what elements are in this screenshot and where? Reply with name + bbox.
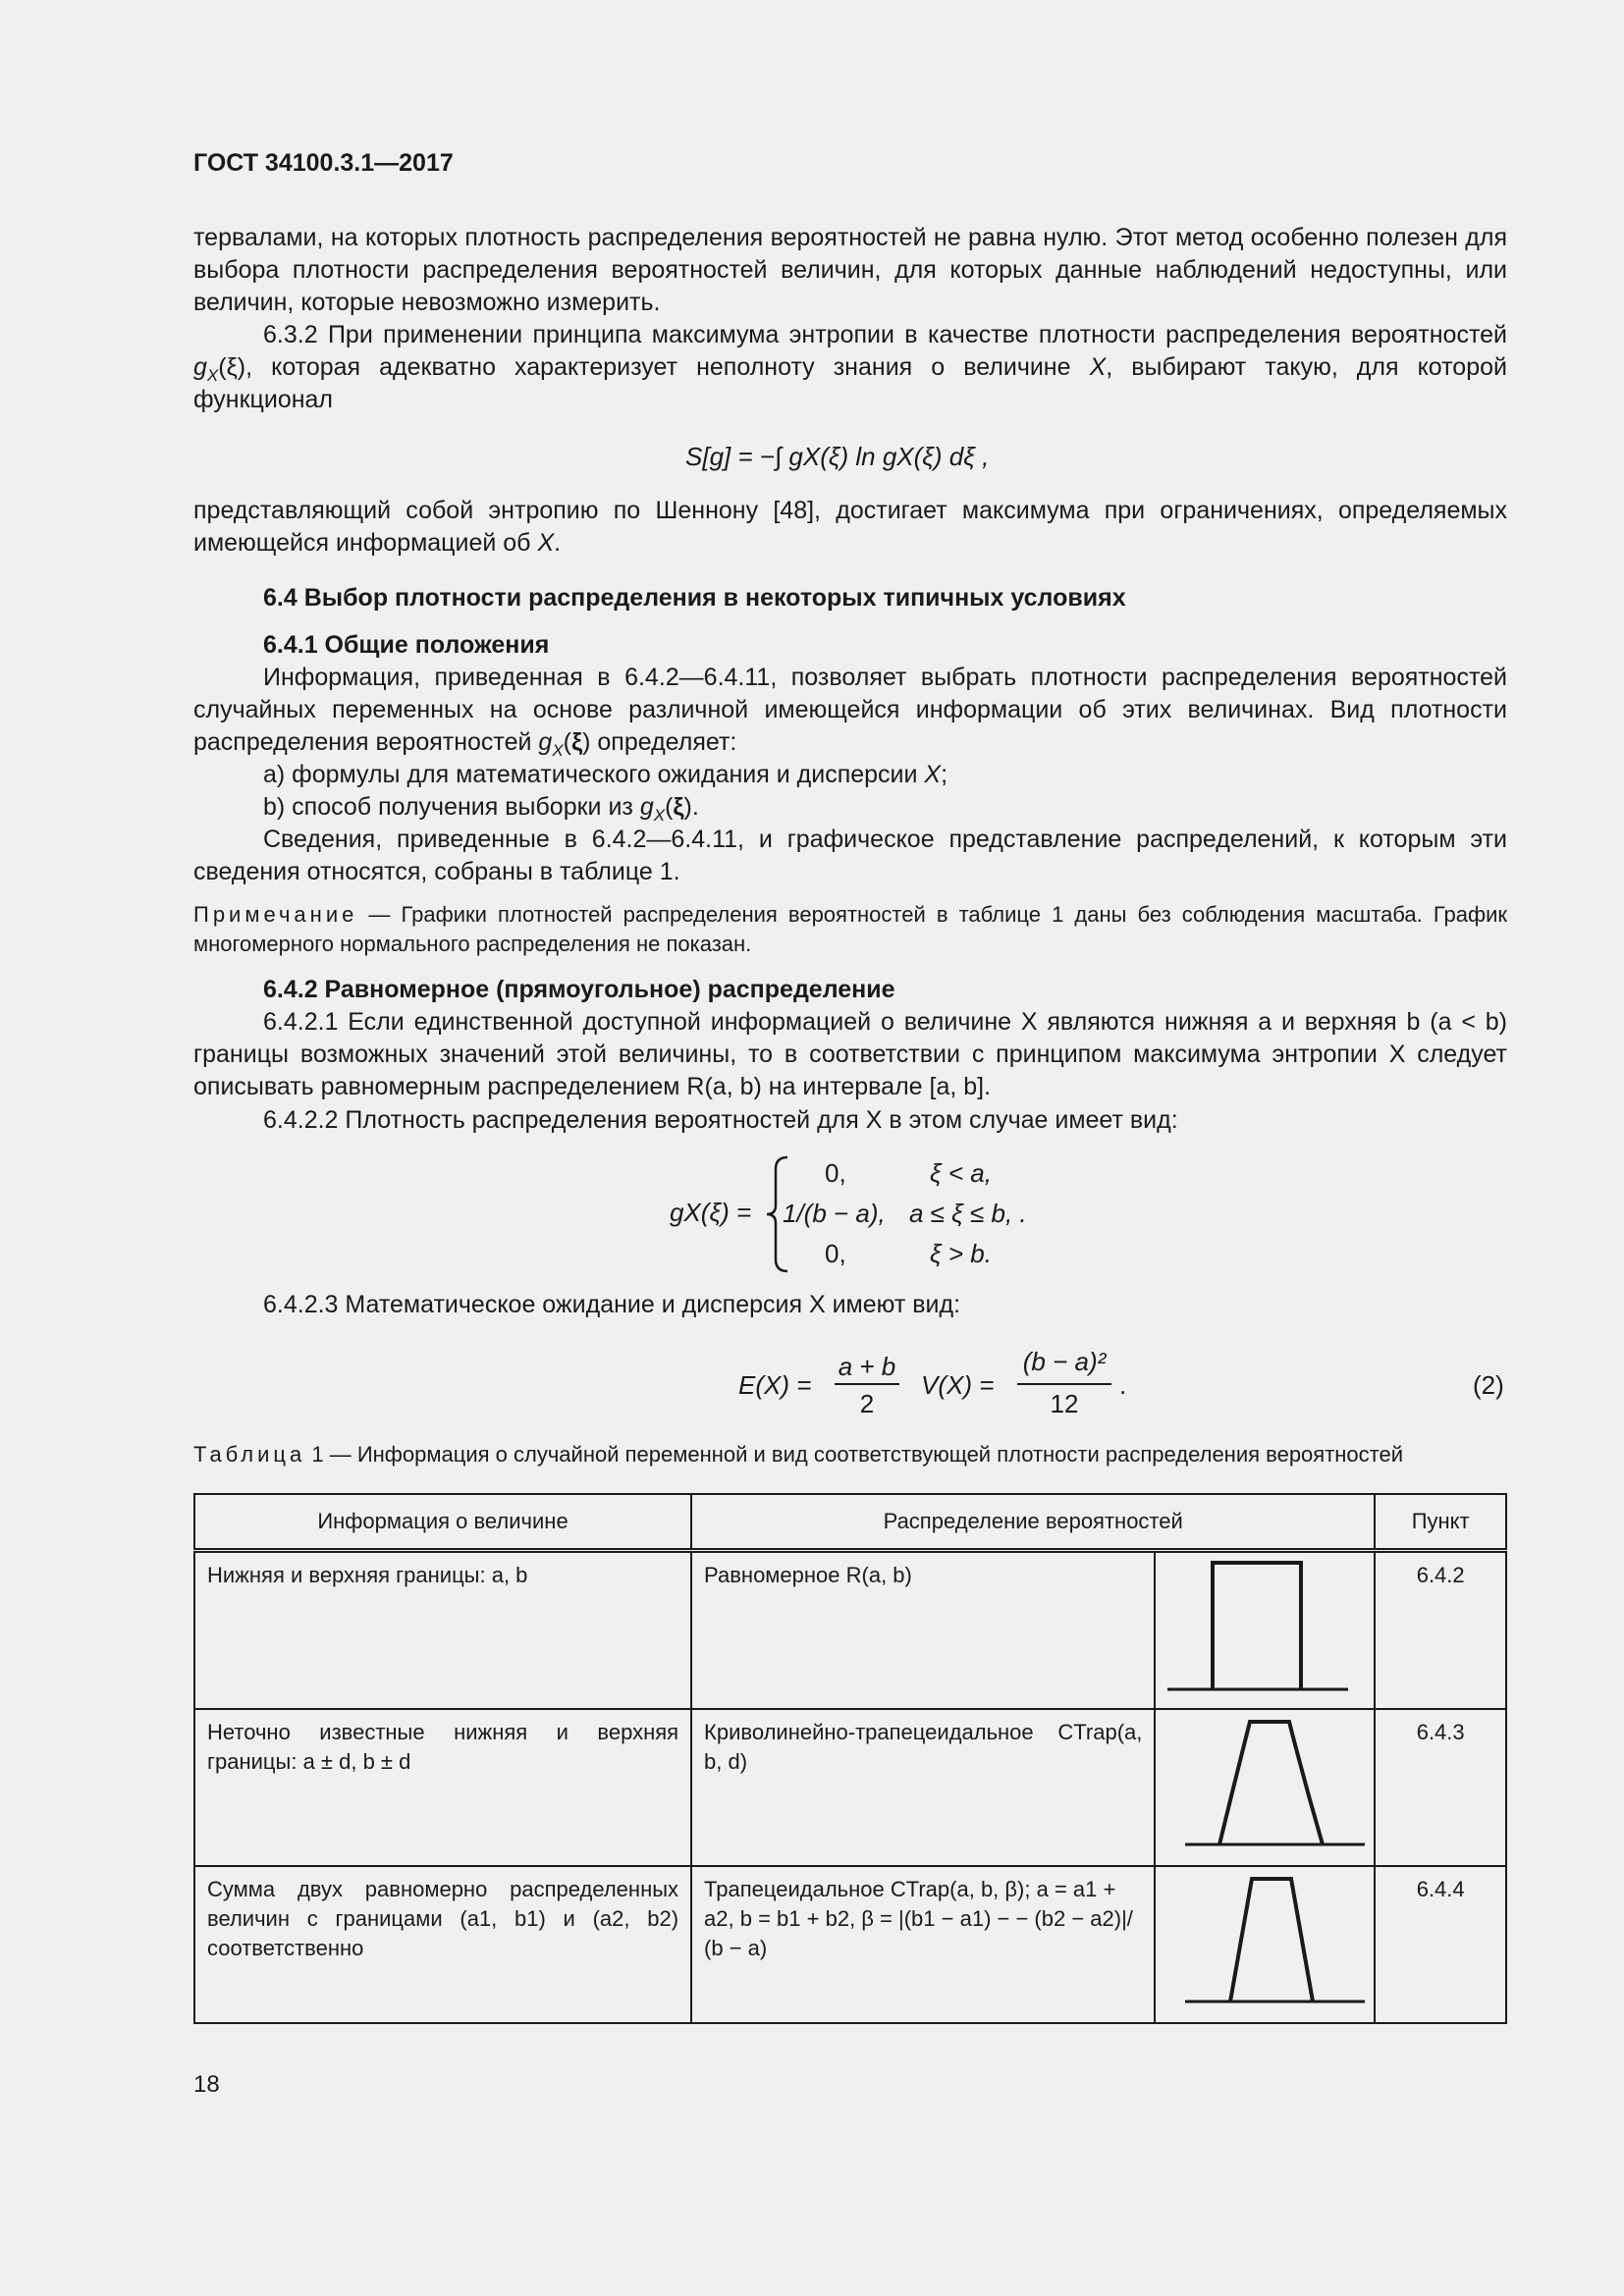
list-item-a-text: a) формулы для математического ожидания и дисперсии (263, 761, 925, 788)
heading-6-4-1: 6.4.1 Общие положения (263, 631, 550, 659)
symbol-x: X (537, 529, 555, 557)
symbol-g: g (639, 793, 654, 821)
formula-variance-denominator: 12 (1050, 1389, 1079, 1418)
page-number: 18 (193, 2071, 220, 2098)
paragraph-svedeniya: Сведения, приведенные в 6.4.2—6.4.11, и графическое представление распределений, к которым эти сведения относятся, собраны в таблице 1. (193, 826, 1507, 885)
symbol-x: X (924, 761, 942, 788)
cell-punkt: 6.4.3 (1375, 1709, 1506, 1866)
list-item-b-text: b) способ получения выборки из (263, 793, 640, 821)
symbol-xi-paren: (ξ) (218, 353, 246, 381)
table-caption (193, 1440, 1507, 1469)
symbol-x-sub: X (552, 741, 564, 760)
paragraph-continuation: тервалами, на которых плотность распределения вероятностей не равна нулю. Этот метод особенно полезен для выбора плотности распределения вероятностей величин, для которых данные наблюдений недоступны, или величин, которые невозможно измерить. (193, 224, 1507, 316)
cell-distribution: Криволинейно-трапецеидальное CTrap(a, b, d) (691, 1709, 1155, 1866)
paragraph-6-3-2-text-c: , выбирают такую, для которой функционал (193, 353, 1507, 413)
symbol-x: X (1089, 353, 1107, 381)
header-info: Информация о величине (194, 1494, 691, 1551)
piecewise-row-2-value: 1/(b − a), (783, 1199, 886, 1228)
paragraph-6-4-1-text-b: определяет: (590, 728, 737, 756)
cell-punkt: 6.4.4 (1375, 1866, 1506, 2023)
table-row (194, 1551, 1506, 1710)
symbol-xi: ξ (673, 793, 684, 821)
paragraph-6-3-2-text-a: 6.3.2 При применении принципа максимума энтропии в качестве плотности распределения вероятностей (263, 321, 1507, 348)
piecewise-row-3-cond: ξ > b. (930, 1239, 992, 1268)
curvilinear-trapezoid-graph (1156, 1710, 1372, 1857)
symbol-x-sub: X (653, 806, 666, 825)
paragraph-6-4-2-2: 6.4.2.2 Плотность распределения вероятностей для X в этом случае имеет вид: (263, 1106, 1178, 1134)
note-label: Примечание (193, 902, 358, 927)
equation-number: (2) (1473, 1370, 1504, 1400)
formula-variance-lhs: V(X) = (921, 1370, 995, 1400)
paragraph-6-4-2-3: 6.4.2.3 Математическое ожидание и дисперсия X имеют вид: (263, 1291, 961, 1318)
paragraph-entropy-text: представляющий собой энтропию по Шеннону [48], достигает максимума при ограничениях, определяемых имеющейся информацией об (193, 497, 1507, 557)
cell-info: Неточно известные нижняя и верхняя границы: a ± d, b ± d (194, 1709, 691, 1866)
paragraph-6-3-2-text-b: , которая адекватно характеризует неполноту знания о величине (245, 353, 1090, 381)
uniform-distribution-graph (1156, 1553, 1372, 1700)
table-row (194, 1709, 1506, 1866)
table-caption-text: 1 — Информация о случайной переменной и вид соответствующей плотности распределения вероятностей (305, 1442, 1404, 1467)
header-punkt: Пункт (1375, 1494, 1506, 1551)
formula-variance-numerator: (b − a)² (1022, 1347, 1107, 1376)
piecewise-row-2-cond: a ≤ ξ ≤ b, . (909, 1199, 1027, 1228)
cell-info: Сумма двух равномерно распределенных величин с границами (a1, b1) и (a2, b2) соответственно (194, 1866, 691, 2023)
heading-6-4: 6.4 Выбор плотности распределения в некоторых типичных условиях (263, 584, 1126, 612)
formula-expectation-lhs: E(X) = (738, 1370, 812, 1400)
piecewise-row-3-value: 0, (825, 1239, 846, 1268)
cell-punkt: 6.4.2 (1375, 1551, 1506, 1710)
distribution-table (193, 1493, 1507, 2024)
document-header: ГОСТ 34100.3.1—2017 (193, 149, 454, 177)
symbol-x-sub: X (206, 366, 219, 385)
formula-expectation-denominator: 2 (859, 1389, 875, 1418)
table-caption-label: Таблица (193, 1442, 306, 1467)
cell-distribution: Трапецеидальное CTrap(a, b, β); a = a1 + a2, b = b1 + b2, β = |(b1 − a1) − − (b2 − a2)|/ (b − a) (691, 1866, 1155, 2023)
cell-graph (1155, 1551, 1375, 1710)
formula-piecewise-density (670, 1198, 751, 1228)
formula-entropy-text: S[g] = −∫ gX(ξ) ln gX(ξ) dξ , (685, 442, 990, 471)
note-text: — Графики плотностей распределения вероятностей в таблице 1 даны без соблюдения масштаба. График многомерного нормального распределения не показан. (193, 902, 1507, 956)
formula-expectation-numerator: a + b (838, 1352, 896, 1381)
header-distribution: Распределение вероятностей (691, 1494, 1375, 1551)
cell-graph (1155, 1709, 1375, 1866)
formula-end-period: . (1119, 1370, 1127, 1400)
paragraph-entropy (193, 495, 1507, 560)
heading-6-4-2: 6.4.2 Равномерное (прямоугольное) распределение (263, 976, 895, 1003)
piecewise-row-1-cond: ξ < a, (930, 1158, 992, 1188)
table-header-row (194, 1494, 1506, 1551)
fraction-bar (1017, 1383, 1111, 1385)
fraction-bar (835, 1383, 899, 1385)
paragraph-6-3-2 (193, 319, 1507, 416)
cell-graph (1155, 1866, 1375, 2023)
piecewise-row-1-value: 0, (825, 1158, 846, 1188)
period: . (554, 529, 562, 557)
paragraph-6-4-1: Информация, приведенная в 6.4.2—6.4.11, позволяет выбрать плотности распределения вероятностей случайных переменных на основе различной имеющейся информации об этих величинах. Вид плотности распределения вероятностей $g_X(\xi)$ определяет: (193, 664, 1507, 760)
note (193, 900, 1507, 959)
list-item-a: a) формулы для математического ожидания и дисперсии X; (263, 761, 948, 788)
cell-info: Нижняя и верхняя границы: a, b (194, 1551, 691, 1710)
piecewise-lhs: gX(ξ) = (670, 1198, 752, 1227)
symbol-g: g (538, 728, 553, 756)
list-item-b: b) способ получения выборки из $g_X(\xi)$. (263, 793, 699, 825)
symbol-xi: ξ (570, 728, 583, 756)
paragraph-6-4-2-1: 6.4.2.1 Если единственной доступной информацией о величине X являются нижняя a и верхняя b (a < b) границы возможных значений этой величины, то в соответствии с принципом максимума энтропии X следует описывать равномерным распределением R(a, b) на интервале [a, b]. (193, 1008, 1507, 1100)
trapezoid-graph (1156, 1867, 1372, 2014)
paragraph-6-4-1-text-a: Информация, приведенная в 6.4.2—6.4.11, позволяет выбрать плотности распределения вероятностей случайных переменных на основе различной имеющейся информации об этих величинах. Вид плотности распределения вероятностей (193, 664, 1507, 756)
symbol-g: g (193, 353, 207, 381)
table-row (194, 1866, 1506, 2023)
cell-distribution: Равномерное R(a, b) (691, 1551, 1155, 1710)
formula-entropy-functional (685, 442, 989, 472)
